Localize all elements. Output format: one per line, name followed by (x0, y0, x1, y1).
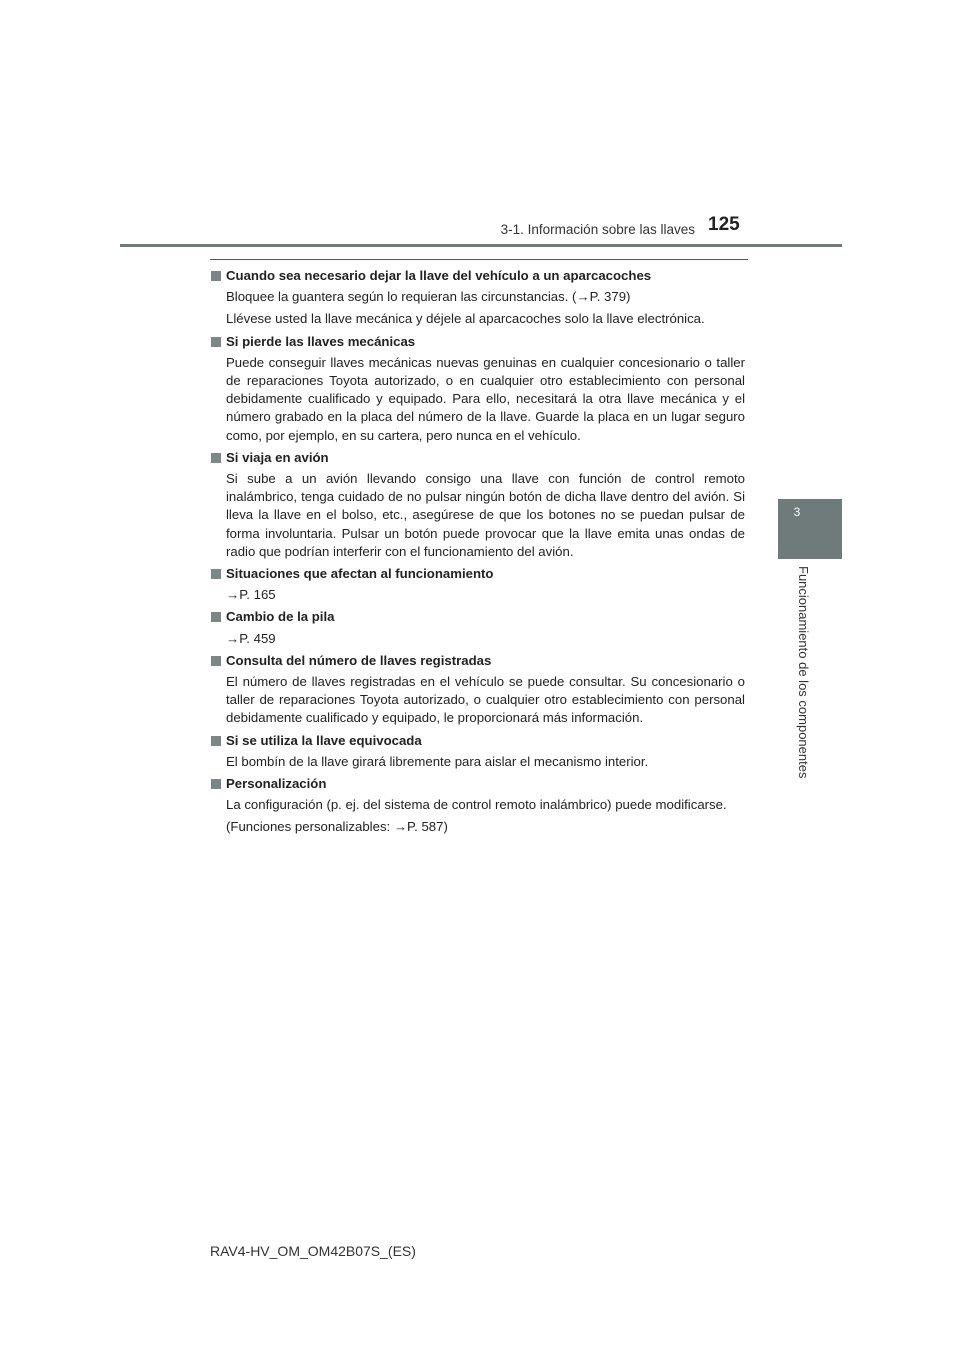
section-paragraph: Puede conseguir llaves mecánicas nuevas genuinas en cualquier concesionario o taller de reparaciones Toyota autorizado, o en cualquier otro establecimiento con personal debidamente cualificado y equipado. Para ello, necesitará la otra llave mecánica y el número grabado en la placa del número de la llave. Guarde la placa en un lugar seguro como, por ejemplo, en su cartera, pero nunca en el vehículo. (226, 354, 745, 443)
section-body (210, 673, 745, 728)
page-content (210, 267, 745, 841)
section-heading (210, 267, 745, 285)
section-body (210, 753, 745, 771)
header-divider (120, 244, 842, 247)
section-paragraph: La configuración (p. ej. del sistema de control remoto inalámbrico) puede modificarse. (226, 797, 727, 813)
section-paragraph: Llévese usted la llave mecánica y déjele al aparcacoches solo la llave electrónica. (226, 311, 705, 327)
section-body (210, 630, 745, 648)
section-heading-text: Cuando sea necesario dejar la llave del vehículo a un aparcacoches (226, 268, 652, 283)
square-bullet-icon (211, 271, 221, 281)
section-paragraph: El bombín de la llave girará libremente para aislar el mecanismo interior. (226, 753, 649, 769)
section-paragraph: Si sube a un avión llevando consigo una llave con función de control remoto inalámbrico, tenga cuidado de no pulsar ningún botón de dicha llave dentro del avión. Si lleva la llave en el bolso, etc., asegúrese de que los botones no se puedan pulsar de forma involuntaria. Pulsar un botón puede provocar que la llave emita unas ondas de radio que podrían interferir con el funcionamiento del avión. (226, 471, 745, 559)
chapter-title: Funcionamiento de los componentes (796, 566, 811, 779)
section-title: 3-1. Información sobre las llaves (500, 222, 695, 237)
section-body (210, 796, 745, 836)
content-divider (210, 259, 748, 260)
section-body (210, 354, 745, 445)
square-bullet-icon (211, 656, 221, 666)
section-heading-text: Personalización (226, 776, 327, 792)
section-heading-text: Si se utiliza la llave equivocada (226, 732, 422, 748)
square-bullet-icon (211, 612, 221, 622)
section-paragraph: →P. 459 (226, 630, 276, 646)
section-heading-text: Cambio de la pila (226, 609, 335, 625)
section-heading-text: Si viaja en avión (226, 449, 329, 465)
content-section (210, 775, 745, 837)
content-section (210, 732, 745, 771)
page-number: 125 (708, 214, 740, 235)
content-section (210, 267, 745, 329)
section-body (210, 470, 745, 561)
square-bullet-icon (211, 736, 221, 746)
section-body (210, 586, 745, 604)
section-paragraph: (Funciones personalizables: →P. 587) (226, 819, 448, 835)
square-bullet-icon (211, 337, 221, 347)
content-section (210, 565, 745, 604)
section-body (210, 288, 745, 328)
section-heading (210, 333, 745, 351)
chapter-tab (778, 499, 842, 559)
section-heading (210, 775, 745, 793)
section-heading (210, 652, 745, 670)
section-heading (210, 565, 745, 583)
content-section (210, 608, 745, 647)
square-bullet-icon (211, 779, 221, 789)
section-heading-text: Si pierde las llaves mecánicas (226, 333, 416, 349)
section-paragraph: →P. 165 (226, 587, 276, 603)
section-heading (210, 449, 745, 467)
chapter-number: 3 (793, 505, 801, 519)
section-paragraph: El número de llaves registradas en el vehículo se puede consultar. Su concesionario o taller de reparaciones Toyota autorizado, o cualquier otro establecimiento con personal debidamente cualificado y equipado, le proporcionará más información. (226, 674, 745, 726)
square-bullet-icon (211, 453, 221, 463)
content-section (210, 652, 745, 728)
section-heading-text: Consulta del número de llaves registradas (226, 652, 492, 668)
manual-code: RAV4-HV_OM_OM42B07S_(ES) (210, 1243, 416, 1259)
square-bullet-icon (211, 569, 221, 579)
section-paragraph: Bloquee la guantera según lo requieran las circunstancias. (→P. 379) (226, 289, 631, 305)
content-section (210, 449, 745, 561)
section-heading (210, 732, 745, 750)
section-heading-text: Situaciones que afectan al funcionamiento (226, 566, 494, 582)
section-heading (210, 608, 745, 626)
content-section (210, 333, 745, 445)
